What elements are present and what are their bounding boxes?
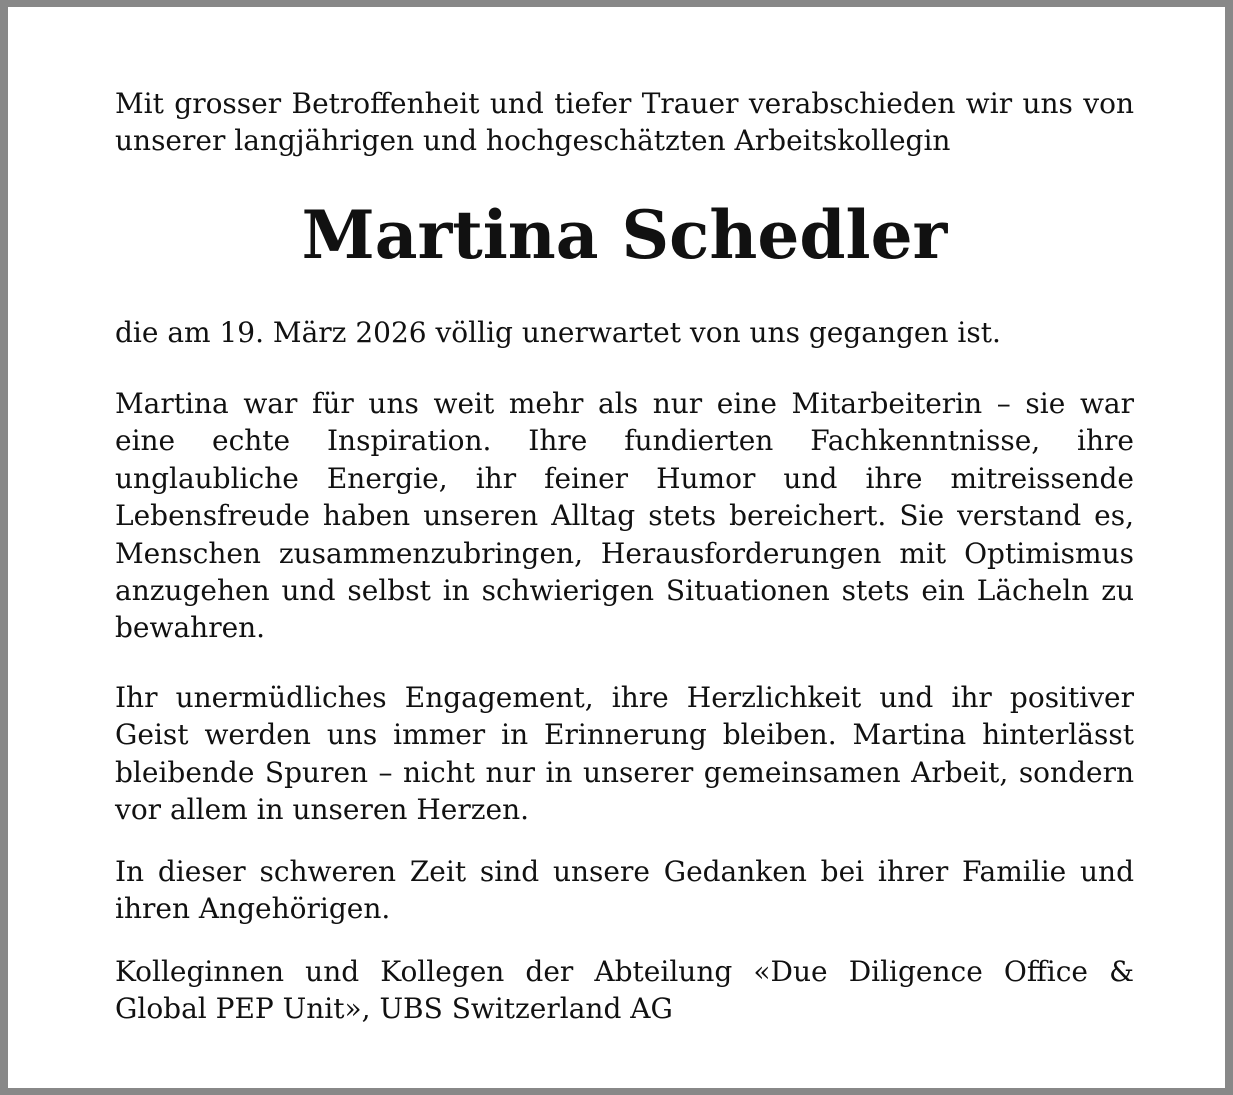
tribute-paragraph-3: In dieser schweren Zeit sind unsere Gedanken bei ihrer Familie und ihren Angehörigen. [115,855,1134,926]
tribute-paragraph-2: Ihr unermüdliches Engagement, ihre Herzlichkeit und ihr positiver Geist werden uns immer in Erinnerung bleiben. Martina hinterlässt bleibende Spuren – nicht nur in unserer gemeinsamen Arbeit, sondern vor allem in unseren Herzen. [115,681,1134,827]
date-line: die am 19. März 2026 völlig unerwartet von uns gegangen ist. [115,316,1001,349]
signature: Kolleginnen und Kollegen der Abteilung «Due Diligence Office & Global PEP Unit», UBS Switzerland AG [115,955,1134,1026]
intro-text: Mit grosser Betroffenheit und tiefer Trauer verabschieden wir uns von unserer langjährigen und hochgeschätzten Arbeitskollegin [115,87,1134,158]
deceased-name: Martina Schedler [301,196,948,274]
tribute-paragraph-1: Martina war für uns weit mehr als nur eine Mitarbeiterin – sie war eine echte Inspiration. Ihre fundierten Fachkenntnisse, ihre unglaubliche Energie, ihr feiner Humor und ihre mitreissende Lebensfreude haben unseren Alltag stets bereichert. Sie verstand es, Menschen zusammenzubringen, Herausforderungen mit Optimismus anzugehen und selbst in schwierigen Situationen stets ein Lächeln zu bewahren. [115,387,1134,645]
